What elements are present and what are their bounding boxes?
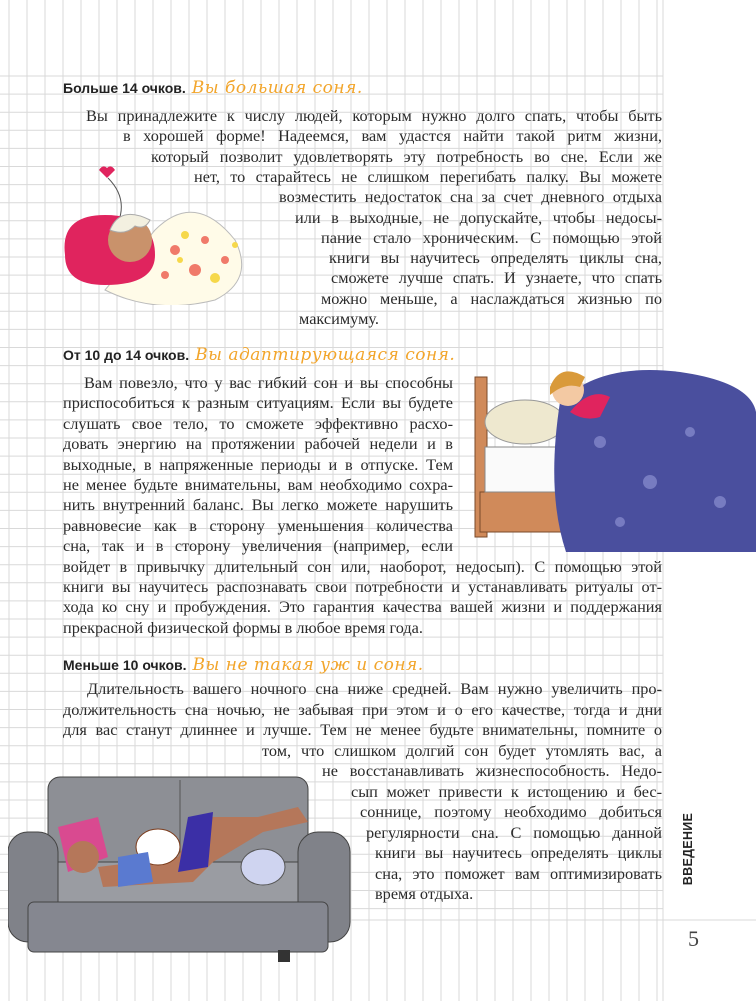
body-text-line: прекрасной физической формы в любое время года. xyxy=(63,617,423,637)
body-text-line: или в выходные, не допускайте, чтобы недосы- xyxy=(295,207,662,227)
verdict: Вы не такая уж и соня. xyxy=(192,655,424,675)
body-text-line: книги вы научитесь распознавать свои потребности и устанавливать ритуалы от- xyxy=(63,577,662,596)
body-text-line: не восстанавливать жизнеспособность. Недо- xyxy=(322,761,662,780)
body-text-line: равновесие как в сторону уменьшения количества xyxy=(63,515,453,535)
body-text-line: не менее будьте внимательны, вам необходимо сохра- xyxy=(63,475,453,494)
page-number: 5 xyxy=(688,926,699,951)
body-text-line: регулярности сна. С помощью данной xyxy=(366,822,662,842)
body-text-line: соннице, поэтому необходимо добиться xyxy=(360,802,662,821)
section-heading xyxy=(63,76,363,100)
body-text-line: том, что слишком долгий сон будет утомлять вас, а xyxy=(262,740,662,760)
body-text-line: нет, то старайтесь не слишком перегибать палку. Вы можете xyxy=(194,166,662,186)
body-text-line: книги вы научитесь определять циклы сна, xyxy=(329,248,662,268)
body-text-line: в хорошей форме! Надеемся, вам удастся найти такой ритм жизни, xyxy=(123,126,662,146)
body-text-line: который позволит удовлетворять эту потребность во сне. Если же xyxy=(151,146,662,166)
body-text-line: максимуму. xyxy=(299,309,379,328)
body-text-line: для вас станут длиннее и лучше. Тем не менее будьте внимательны, помните о xyxy=(63,720,662,739)
body-text-line: довать энергию на протяжении рабочей недели и в xyxy=(63,434,453,454)
woman-on-sofa-illustration xyxy=(8,772,353,967)
score-range: Больше 14 очков. xyxy=(63,80,186,96)
verdict: Вы адаптирующаяся соня. xyxy=(195,345,456,365)
body-text-line: возместить недостаток сна за счет дневного отдыха xyxy=(279,187,662,207)
body-text-line: хода ко сну и пробуждения. Это гарантия качества вашей жизни и поддержания xyxy=(63,597,662,617)
score-range: От 10 до 14 очков. xyxy=(63,347,190,363)
body-text-line: выходные, в напряженные периоды и в отпуске. Тем xyxy=(63,454,453,474)
verdict: Вы большая соня. xyxy=(191,78,363,98)
body-text-line: Вы принадлежите к числу людей, которым нужно долго спать, чтобы быть xyxy=(86,106,662,125)
body-text-line: войдет в привычку длительный сон или, наоборот, недосып). С помощью этой xyxy=(63,556,662,576)
woman-in-bed-illustration xyxy=(470,362,756,552)
body-text-line: пание стало хроническим. С помощью этой xyxy=(321,227,662,247)
section-heading xyxy=(63,653,424,677)
body-text-line: слушать свое тело, то сможете эффективно расхо- xyxy=(63,413,453,433)
body-text-line: Длительность вашего ночного сна ниже средней. Вам нужно увеличить про- xyxy=(87,679,662,698)
body-text-line: можно меньше, а наслаждаться жизнью по xyxy=(321,288,662,308)
body-text-line: сможете лучше спать. И узнаете, что спать xyxy=(331,268,662,288)
body-text-line: Вам повезло, что у вас гибкий сон и вы способны xyxy=(84,373,453,392)
body-text-line: приспособиться к разным ситуациям. Если вы будете xyxy=(63,393,453,413)
body-text-line: книги вы научитесь определять циклы xyxy=(375,843,662,862)
body-text-line: сна, так и в сторону увеличения (например, если xyxy=(63,536,453,556)
body-text-line: сна, это поможет вам оптимизировать xyxy=(375,863,662,883)
body-text-line: сып может привести к истощению и бес- xyxy=(351,781,662,801)
chapter-label: ВВЕДЕНИЕ xyxy=(681,812,695,886)
score-range: Меньше 10 очков. xyxy=(63,657,187,673)
body-text-line: нить внутренний баланс. Вы легко можете нарушить xyxy=(63,495,453,515)
body-text-line: должительность сна ночью, не забывая при этом и о его качестве, тогда и дни xyxy=(63,699,662,719)
body-text-line: время отдыха. xyxy=(375,884,474,903)
section-heading xyxy=(63,343,455,367)
